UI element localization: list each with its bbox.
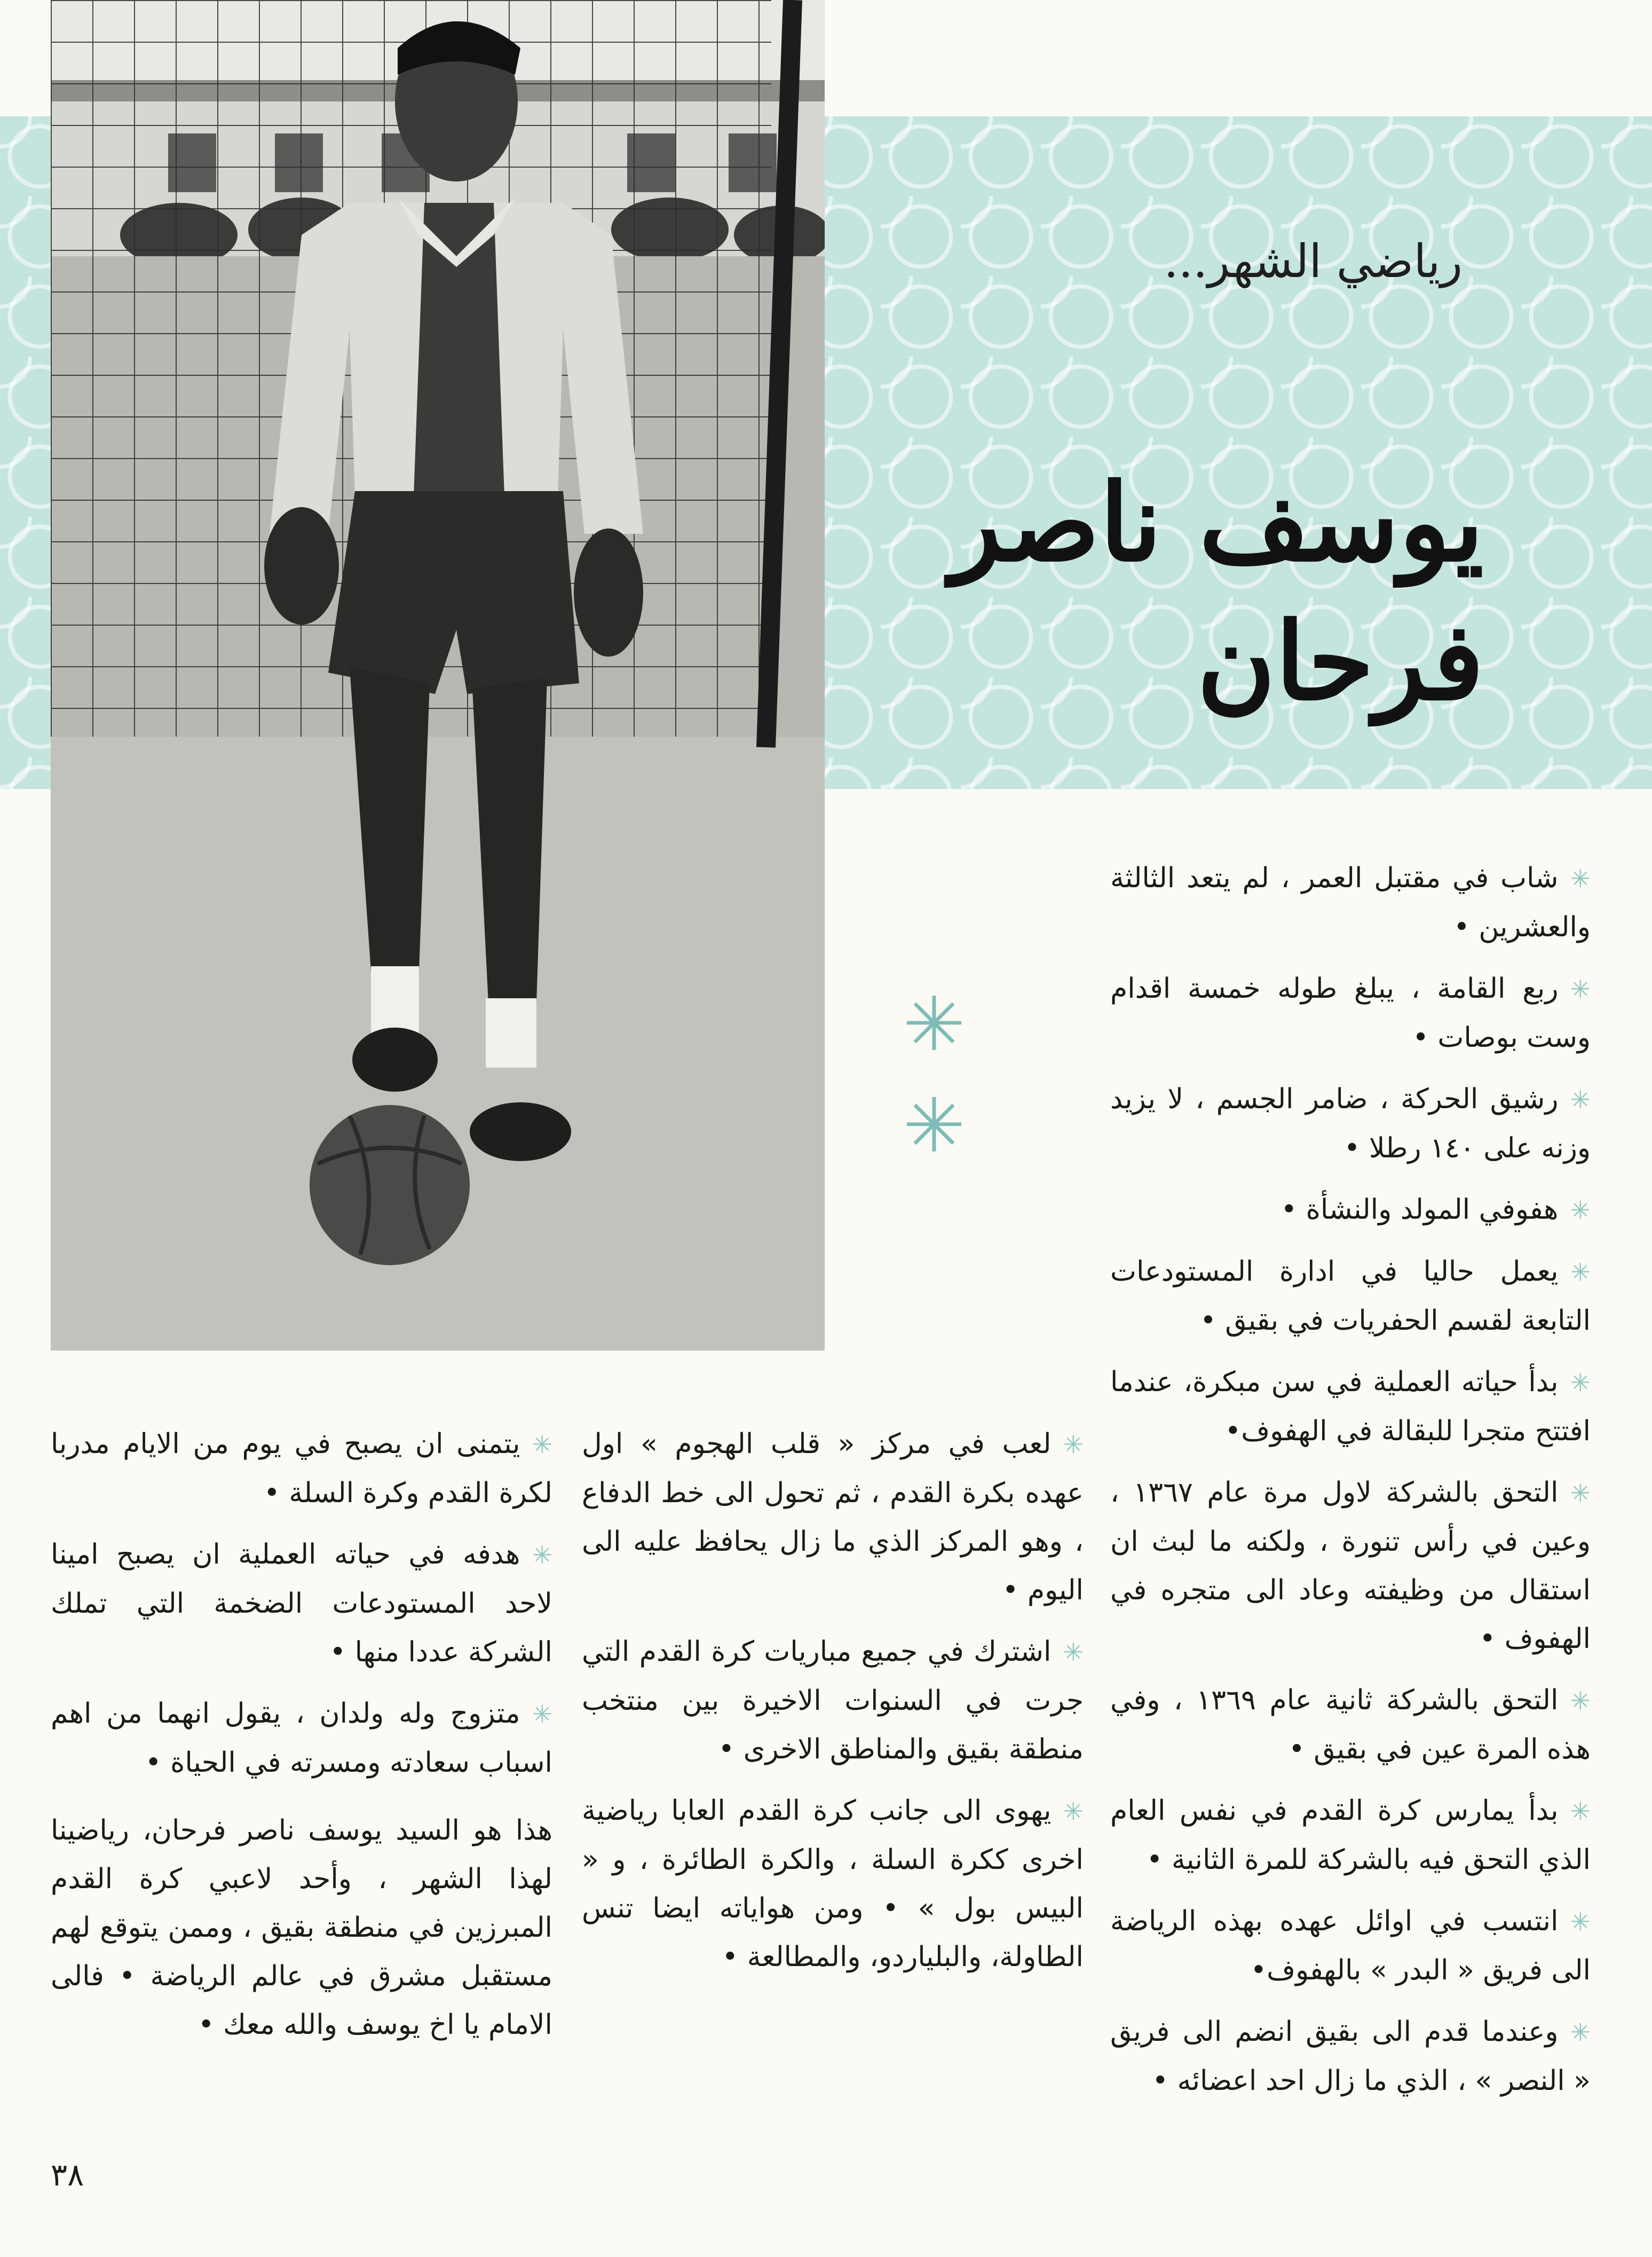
fact-text: هفوفي المولد والنشأة • [1281,1194,1559,1226]
fact-text: هدفه في حياته العملية ان يصبح امينا لاحد المستودعات الضخمة التي تملك الشركة عددا منها • [51,1538,552,1668]
fact-paragraph [51,1420,552,1518]
asterisk-icon: ✳ [1570,975,1591,1004]
fact-text: وعندما قدم الى بقيق انضم الى فريق « النصر » ، الذي ما زال احد اعضائه • [1110,2016,1591,2097]
asterisk-icon: ✳ [1570,1479,1591,1508]
asterisk-icon: ✳ [1570,1196,1591,1225]
fact-text: يهوى الى جانب كرة القدم العابا رياضية اخرى ككرة السلة ، والكرة الطائرة ، و « البيس بول » • ومن هواياته ايضا تنس الطاولة، والبلياردو، والمطالعة • [582,1795,1084,1973]
fact-text: يتمنى ان يصبح في يوم من الايام مدربا لكرة القدم وكرة السلة • [51,1428,552,1509]
player-photo [51,0,825,1351]
fact-paragraph [51,1690,552,1787]
closing-paragraph: هذا هو السيد يوسف ناصر فرحان، رياضينا لهذا الشهر ، وأحد لاعبي كرة القدم المبرزين في منطقة بقيق ، وممن يتوقع لهم مستقبل مشرق في عالم الرياضة • فالى الامام يا اخ يوسف والله معك • [51,1814,552,2041]
fact-text: اشترك في جميع مباريات كرة القدم التي جرت في السنوات الاخيرة بين منتخب منطقة بقيق والمناطق الاخرى • [582,1636,1084,1765]
fact-text: انتسب في اوائل عهده بهذه الرياضة الى فريق « البدر » بالهفوف• [1110,1905,1591,1986]
fact-text: بدأ يمارس كرة القدم في نفس العام الذي التحق فيه بالشركة للمرة الثانية • [1110,1795,1591,1876]
fact-text: لعب في مركز « قلب الهجوم » اول عهده بكرة القدم ، ثم تحول الى خط الدفاع ، وهو المركز الذي ما زال يحافظ عليه الى اليوم • [582,1428,1084,1606]
fact-text: بدأ حياته العملية في سن مبكرة، عندما افتتح متجرا للبقالة في الهفوف• [1110,1366,1591,1447]
column-right [1110,854,1591,2118]
fact-paragraph [1110,2008,1591,2105]
fact-paragraph [1110,1676,1591,1774]
page-number: ٣٨ [51,2157,84,2193]
asterisk-icon: ✳ [1570,1368,1591,1397]
fact-paragraph [1110,1787,1591,1884]
fact-paragraph [1110,1469,1591,1663]
fact-text: ربع القامة ، يبلغ طوله خمسة اقدام وست بوصات • [1110,973,1591,1054]
fact-paragraph [582,1420,1084,1615]
asterisk-icon: ✳ [1570,1686,1591,1715]
asterisk-icon: ✳ [1570,1907,1591,1936]
asterisk-icon: ✳ [903,1083,966,1170]
fact-paragraph [1110,965,1591,1062]
fact-paragraph [1110,1897,1591,1995]
fact-text: متزوج وله ولدان ، يقول انهما من اهم اسباب سعادته ومسرته في الحياة • [51,1698,552,1779]
fact-text: شاب في مقتبل العمر ، لم يتعد الثالثة والعشرين • [1110,862,1591,943]
asterisk-icon: ✳ [532,1430,552,1459]
asterisk-icon: ✳ [1570,1258,1591,1287]
asterisk-icon: ✳ [1570,864,1591,893]
fact-paragraph [1110,1186,1591,1235]
fact-paragraph [51,1530,552,1677]
section-kicker: رياضي الشهر... [1164,235,1463,288]
column-left [51,1420,552,2062]
player-photo-illustration [51,0,825,1351]
asterisk-icon: ✳ [532,1541,552,1569]
fact-paragraph [582,1628,1084,1774]
asterisk-icon: ✳ [1063,1638,1084,1667]
asterisk-icon: ✳ [1063,1430,1084,1459]
page-title: يوسف ناصر فرحان [950,460,1484,724]
asterisk-icon: ✳ [1570,1797,1591,1826]
fact-text: يعمل حاليا في ادارة المستودعات التابعة لقسم الحفريات في بقيق • [1110,1256,1591,1337]
asterisk-icon: ✳ [903,981,966,1068]
column-middle [582,1420,1084,1994]
decorative-stars [902,981,966,1170]
fact-text: التحق بالشركة لاول مرة عام ١٣٦٧ ، وعين في رأس تنورة ، ولكنه ما لبث ان استقال من وظيفته وعاد الى متجره في الهفوف • [1110,1477,1591,1655]
fact-text: رشيق الحركة ، ضامر الجسم ، لا يزيد وزنه على ١٤٠ رطلا • [1110,1083,1591,1164]
fact-text: التحق بالشركة ثانية عام ١٣٦٩ ، وفي هذه المرة عين في بقيق • [1110,1684,1591,1765]
fact-paragraph [582,1787,1084,1982]
asterisk-icon: ✳ [1570,2018,1591,2047]
fact-paragraph [1110,1075,1591,1173]
fact-paragraph [1110,854,1591,952]
fact-paragraph [1110,1358,1591,1456]
asterisk-icon: ✳ [532,1700,552,1729]
fact-paragraph [1110,1248,1591,1345]
asterisk-icon: ✳ [1570,1085,1591,1114]
asterisk-icon: ✳ [1063,1797,1084,1826]
